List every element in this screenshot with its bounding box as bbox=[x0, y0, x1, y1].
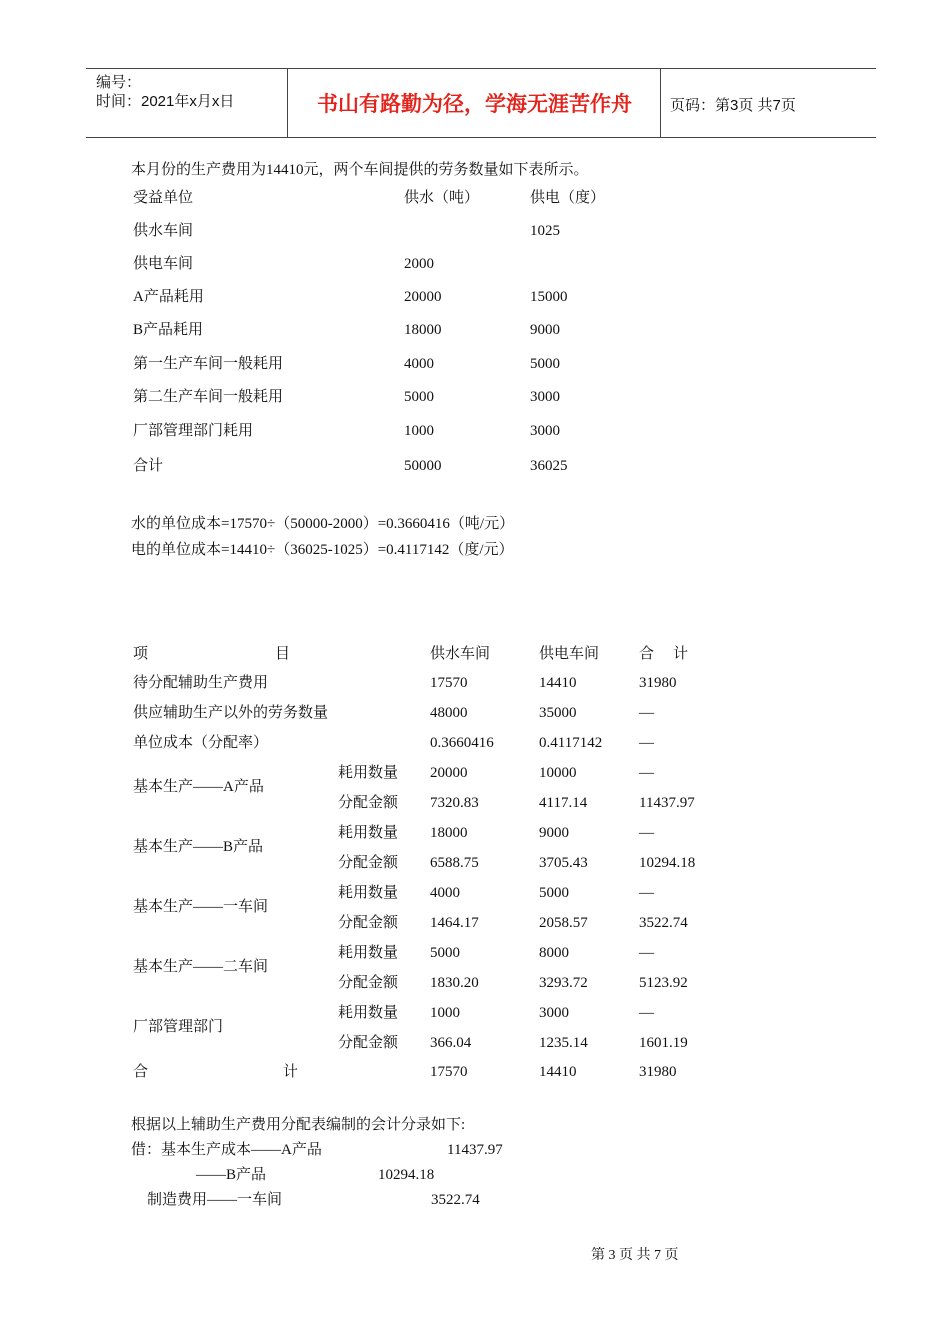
service-table-row-label: 厂部管理部门耗用 bbox=[133, 423, 254, 439]
alloc-sub-label: 分配金额 bbox=[338, 915, 399, 931]
alloc-cell-total: — bbox=[639, 735, 654, 751]
alloc-total-total: 31980 bbox=[639, 1064, 677, 1080]
alloc-sub-label: 耗用数量 bbox=[338, 885, 399, 901]
alloc-sub-label: 分配金额 bbox=[338, 855, 399, 871]
alloc-cell-water: 5000 bbox=[430, 945, 460, 961]
alloc-total-label-b: 计 bbox=[283, 1064, 299, 1080]
alloc-header-item-b: 目 bbox=[275, 646, 291, 662]
header-meta bbox=[96, 73, 234, 111]
alloc-group-label: 基本生产——二车间 bbox=[133, 959, 269, 975]
alloc-cell-total: 11437.97 bbox=[639, 795, 695, 811]
alloc-cell-power: 14410 bbox=[539, 675, 577, 691]
journal-line-label: ——B产品 bbox=[196, 1167, 267, 1183]
alloc-cell-water: 1464.17 bbox=[430, 915, 479, 931]
alloc-cell-water: 366.04 bbox=[430, 1035, 472, 1051]
alloc-cell-power: 4117.14 bbox=[539, 795, 588, 811]
alloc-cell-total: — bbox=[639, 885, 654, 901]
header-motto: 书山有路勤为径，学海无涯苦作舟 bbox=[317, 92, 632, 116]
alloc-group-label: 基本生产——B产品 bbox=[133, 839, 264, 855]
service-table-row-label: 第一生产车间一般耗用 bbox=[133, 356, 284, 372]
alloc-cell-power: 5000 bbox=[539, 885, 569, 901]
header-page-number: 页码：第3页 共7页 bbox=[670, 97, 796, 114]
alloc-group-label: 基本生产——A产品 bbox=[133, 779, 264, 795]
alloc-cell-water: 48000 bbox=[430, 705, 468, 721]
alloc-cell-power: 3000 bbox=[539, 1005, 569, 1021]
alloc-row-label: 供应辅助生产以外的劳务数量 bbox=[133, 705, 329, 721]
serial-label: 编号： bbox=[96, 74, 142, 91]
service-table-cell: 5000 bbox=[404, 389, 434, 405]
service-table-header: 供电（度） bbox=[530, 190, 606, 206]
alloc-sub-label: 耗用数量 bbox=[338, 825, 399, 841]
alloc-cell-total: — bbox=[639, 825, 654, 841]
alloc-group-label: 基本生产——一车间 bbox=[133, 899, 269, 915]
service-table-cell: 20000 bbox=[404, 289, 442, 305]
service-table-header: 受益单位 bbox=[133, 190, 194, 206]
alloc-cell-power: 3705.43 bbox=[539, 855, 588, 871]
alloc-cell-total: — bbox=[639, 705, 654, 721]
alloc-sub-label: 分配金额 bbox=[338, 1035, 399, 1051]
page-header bbox=[86, 68, 876, 138]
service-table-row-label: 合计 bbox=[133, 458, 164, 474]
journal-line-value: 10294.18 bbox=[378, 1167, 435, 1183]
alloc-cell-total: — bbox=[639, 1005, 654, 1021]
alloc-row-label: 单位成本（分配率） bbox=[133, 735, 269, 751]
service-table-cell: 1025 bbox=[530, 223, 560, 239]
alloc-cell-power: 0.4117142 bbox=[539, 735, 603, 751]
alloc-cell-water: 18000 bbox=[430, 825, 468, 841]
alloc-header-total-a: 合 bbox=[639, 646, 655, 662]
alloc-row-label: 待分配辅助生产费用 bbox=[133, 675, 269, 691]
journal-line-value: 11437.97 bbox=[447, 1142, 503, 1158]
alloc-header-item-a: 项 bbox=[133, 646, 149, 662]
service-table-cell: 1000 bbox=[404, 423, 434, 439]
journal-intro: 根据以上辅助生产费用分配表编制的会计分录如下: bbox=[131, 1117, 466, 1133]
time-label: 时间：2021年x月x日 bbox=[96, 93, 235, 110]
service-table-cell: 5000 bbox=[530, 356, 560, 372]
alloc-sub-label: 耗用数量 bbox=[338, 945, 399, 961]
alloc-cell-power: 8000 bbox=[539, 945, 569, 961]
alloc-cell-total: 3522.74 bbox=[639, 915, 688, 931]
alloc-header-power: 供电车间 bbox=[539, 646, 600, 662]
alloc-cell-water: 6588.75 bbox=[430, 855, 479, 871]
service-table-row-label: B产品耗用 bbox=[133, 322, 204, 338]
alloc-total-power: 14410 bbox=[539, 1064, 577, 1080]
service-table-cell: 15000 bbox=[530, 289, 568, 305]
alloc-cell-total: — bbox=[639, 765, 654, 781]
service-table-cell: 50000 bbox=[404, 458, 442, 474]
alloc-cell-power: 35000 bbox=[539, 705, 577, 721]
alloc-sub-label: 耗用数量 bbox=[338, 1005, 399, 1021]
alloc-cell-water: 20000 bbox=[430, 765, 468, 781]
journal-line-label: 借：基本生产成本——A产品 bbox=[131, 1142, 322, 1158]
header-divider bbox=[660, 69, 661, 137]
alloc-cell-power: 2058.57 bbox=[539, 915, 588, 931]
water-unit-cost: 水的单位成本=17570÷（50000-2000）=0.3660416（吨/元） bbox=[131, 516, 515, 532]
alloc-header-total-b: 计 bbox=[673, 646, 689, 662]
alloc-cell-total: — bbox=[639, 945, 654, 961]
alloc-total-water: 17570 bbox=[430, 1064, 468, 1080]
alloc-cell-power: 10000 bbox=[539, 765, 577, 781]
service-table-row-label: A产品耗用 bbox=[133, 289, 204, 305]
journal-line-label: 制造费用——一车间 bbox=[147, 1192, 283, 1208]
service-table-row-label: 供水车间 bbox=[133, 223, 194, 239]
alloc-cell-water: 1830.20 bbox=[430, 975, 479, 991]
alloc-sub-label: 分配金额 bbox=[338, 975, 399, 991]
alloc-cell-water: 17570 bbox=[430, 675, 468, 691]
power-unit-cost: 电的单位成本=14410÷（36025-1025）=0.4117142（度/元） bbox=[131, 542, 514, 558]
page-footer: 第 3 页 共 7 页 bbox=[591, 1248, 679, 1263]
service-table-row-label: 第二生产车间一般耗用 bbox=[133, 389, 284, 405]
service-table-cell: 3000 bbox=[530, 389, 560, 405]
service-table-cell: 18000 bbox=[404, 322, 442, 338]
alloc-cell-power: 3293.72 bbox=[539, 975, 588, 991]
service-table-cell: 36025 bbox=[530, 458, 568, 474]
alloc-total-label-a: 合 bbox=[133, 1064, 149, 1080]
alloc-cell-power: 9000 bbox=[539, 825, 569, 841]
service-table-row-label: 供电车间 bbox=[133, 256, 194, 272]
alloc-cell-total: 5123.92 bbox=[639, 975, 688, 991]
service-table-cell: 4000 bbox=[404, 356, 434, 372]
service-table-header: 供水（吨） bbox=[404, 190, 480, 206]
alloc-cell-total: 31980 bbox=[639, 675, 677, 691]
service-table-cell: 3000 bbox=[530, 423, 560, 439]
alloc-cell-power: 1235.14 bbox=[539, 1035, 588, 1051]
alloc-cell-water: 0.3660416 bbox=[430, 735, 494, 751]
alloc-cell-total: 10294.18 bbox=[639, 855, 696, 871]
alloc-group-label: 厂部管理部门 bbox=[133, 1019, 224, 1035]
journal-line-value: 3522.74 bbox=[431, 1192, 480, 1208]
alloc-cell-water: 4000 bbox=[430, 885, 460, 901]
alloc-header-water: 供水车间 bbox=[430, 646, 491, 662]
intro-paragraph: 本月份的生产费用为14410元，两个车间提供的劳务数量如下表所示。 bbox=[131, 162, 589, 178]
alloc-sub-label: 耗用数量 bbox=[338, 765, 399, 781]
service-table-cell: 9000 bbox=[530, 322, 560, 338]
service-table-cell: 2000 bbox=[404, 256, 434, 272]
header-divider bbox=[287, 69, 288, 137]
alloc-cell-total: 1601.19 bbox=[639, 1035, 688, 1051]
alloc-sub-label: 分配金额 bbox=[338, 795, 399, 811]
alloc-cell-water: 7320.83 bbox=[430, 795, 479, 811]
alloc-cell-water: 1000 bbox=[430, 1005, 460, 1021]
